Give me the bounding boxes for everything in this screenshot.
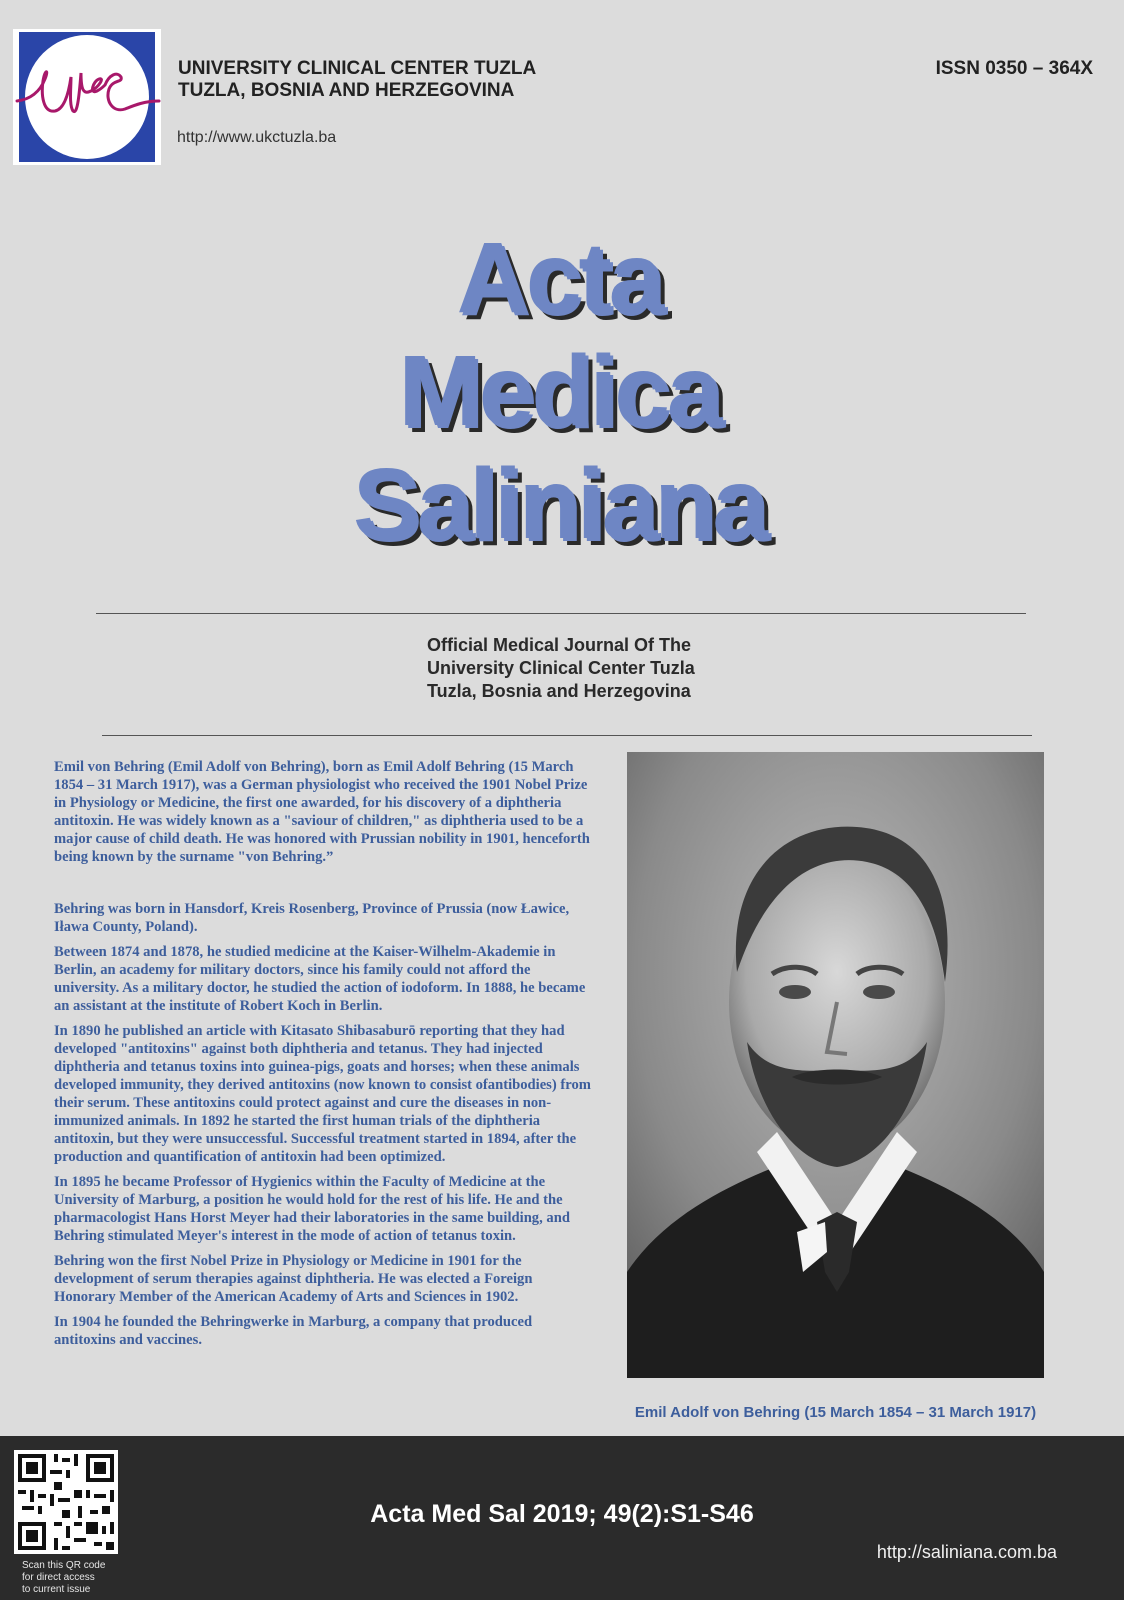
institution-url-link[interactable]: http://www.ukctuzla.ba <box>177 129 337 146</box>
biography-text <box>54 758 596 1356</box>
portrait-illustration <box>627 752 1044 1378</box>
qr-note-line-2: for direct access <box>22 1572 95 1583</box>
bio-paragraph: In 1895 he became Professor of Hygienics within the Faculty of Medicine at the University of Marburg, a position he would hold for the rest of his life. He and the pharmacologist Hans Horst Meyer had their laboratories in the same building, and Behring stimulated Meyer's interest in the mode of action of tetanus toxin. <box>54 1174 570 1244</box>
journal-subtitle <box>427 634 695 703</box>
bio-paragraph: Emil von Behring (Emil Adolf von Behring), born as Emil Adolf Behring (15 March 1854 – 31 March 1917), was a German physiologist who received the 1901 Nobel Prize in Physiology or Medicine, the first one awarded, for his discovery of a diphtheria antitoxin. He was widely known as a "saviour of children," as diphtheria used to be a major cause of child death. He was honored with Prussian nobility in 1901, henceforth being known by the surname "von Behring.” <box>54 759 590 865</box>
ukc-logo-mark <box>13 29 161 165</box>
journal-title <box>0 225 1124 564</box>
title-line-3: Saliniana <box>355 451 769 563</box>
journal-citation: Acta Med Sal 2019; 49(2):S1-S46 <box>370 1500 754 1528</box>
subtitle-line-1: Official Medical Journal Of The <box>427 635 692 655</box>
title-line-1: Acta <box>459 225 665 337</box>
bio-paragraph: Behring won the first Nobel Prize in Physiology or Medicine in 1901 for the development of serum therapies against diphtheria. He was elected a Foreign Honorary Member of the American Academy of Arts and Sciences in 1902. <box>54 1253 533 1305</box>
qr-note-line-1: Scan this QR code <box>22 1560 106 1571</box>
subtitle-line-2: University Clinical Center Tuzla <box>427 658 695 678</box>
bio-paragraph: Behring was born in Hansdorf, Kreis Rosenberg, Province of Prussia (now Ławice, Iława County, Poland). <box>54 901 570 935</box>
bio-paragraph: Between 1874 and 1878, he studied medicine at the Kaiser-Wilhelm-Akademie in Berlin, an academy for military doctors, since his family could not afford the university. As a military doctor, he studied the action of iodoform. In 1888, he became an assistant at the institute of Robert Koch in Berlin. <box>54 944 586 1014</box>
bio-paragraph: In 1890 he published an article with Kitasato Shibasaburō reporting that they had developed "antitoxins" against both diphtheria and tetanus. They had injected diphtheria and tetanus toxins into guinea-pigs, goats and horses; when these animals developed immunity, they derived antitoxins (now known to consist ofantibodies) from their serum. These antitoxins could protect against and cure the diseases in non-immunized animals. In 1892 he started the first human trials of the diphtheria antitoxin, but they were unsuccessful. Successful treatment started in 1894, after the production and quantification of antitoxin had been optimized. <box>54 1023 591 1165</box>
institution-line-2: TUZLA, BOSNIA AND HERZEGOVINA <box>178 80 515 101</box>
institution-name <box>178 58 536 102</box>
footer-bar <box>0 1436 1124 1600</box>
title-line-2: Medica <box>401 338 723 450</box>
divider-top <box>96 613 1026 614</box>
journal-url-link[interactable]: http://saliniana.com.ba <box>876 1542 1057 1562</box>
institution-line-1: UNIVERSITY CLINICAL CENTER TUZLA <box>178 58 537 79</box>
portrait-photo <box>627 752 1044 1378</box>
ukc-logo <box>13 29 161 165</box>
portrait-caption: Emil Adolf von Behring (15 March 1854 – 31 March 1917) <box>634 1404 1037 1421</box>
divider-bottom <box>102 735 1032 736</box>
subtitle-line-3: Tuzla, Bosnia and Herzegovina <box>427 681 691 701</box>
bio-paragraph: In 1904 he founded the Behringwerke in Marburg, a company that produced antitoxins and vaccines. <box>54 1314 533 1348</box>
qr-note <box>22 1560 105 1596</box>
qr-note-line-3: to current issue <box>22 1584 91 1595</box>
issn-number: ISSN 0350 – 364X <box>935 58 1093 79</box>
